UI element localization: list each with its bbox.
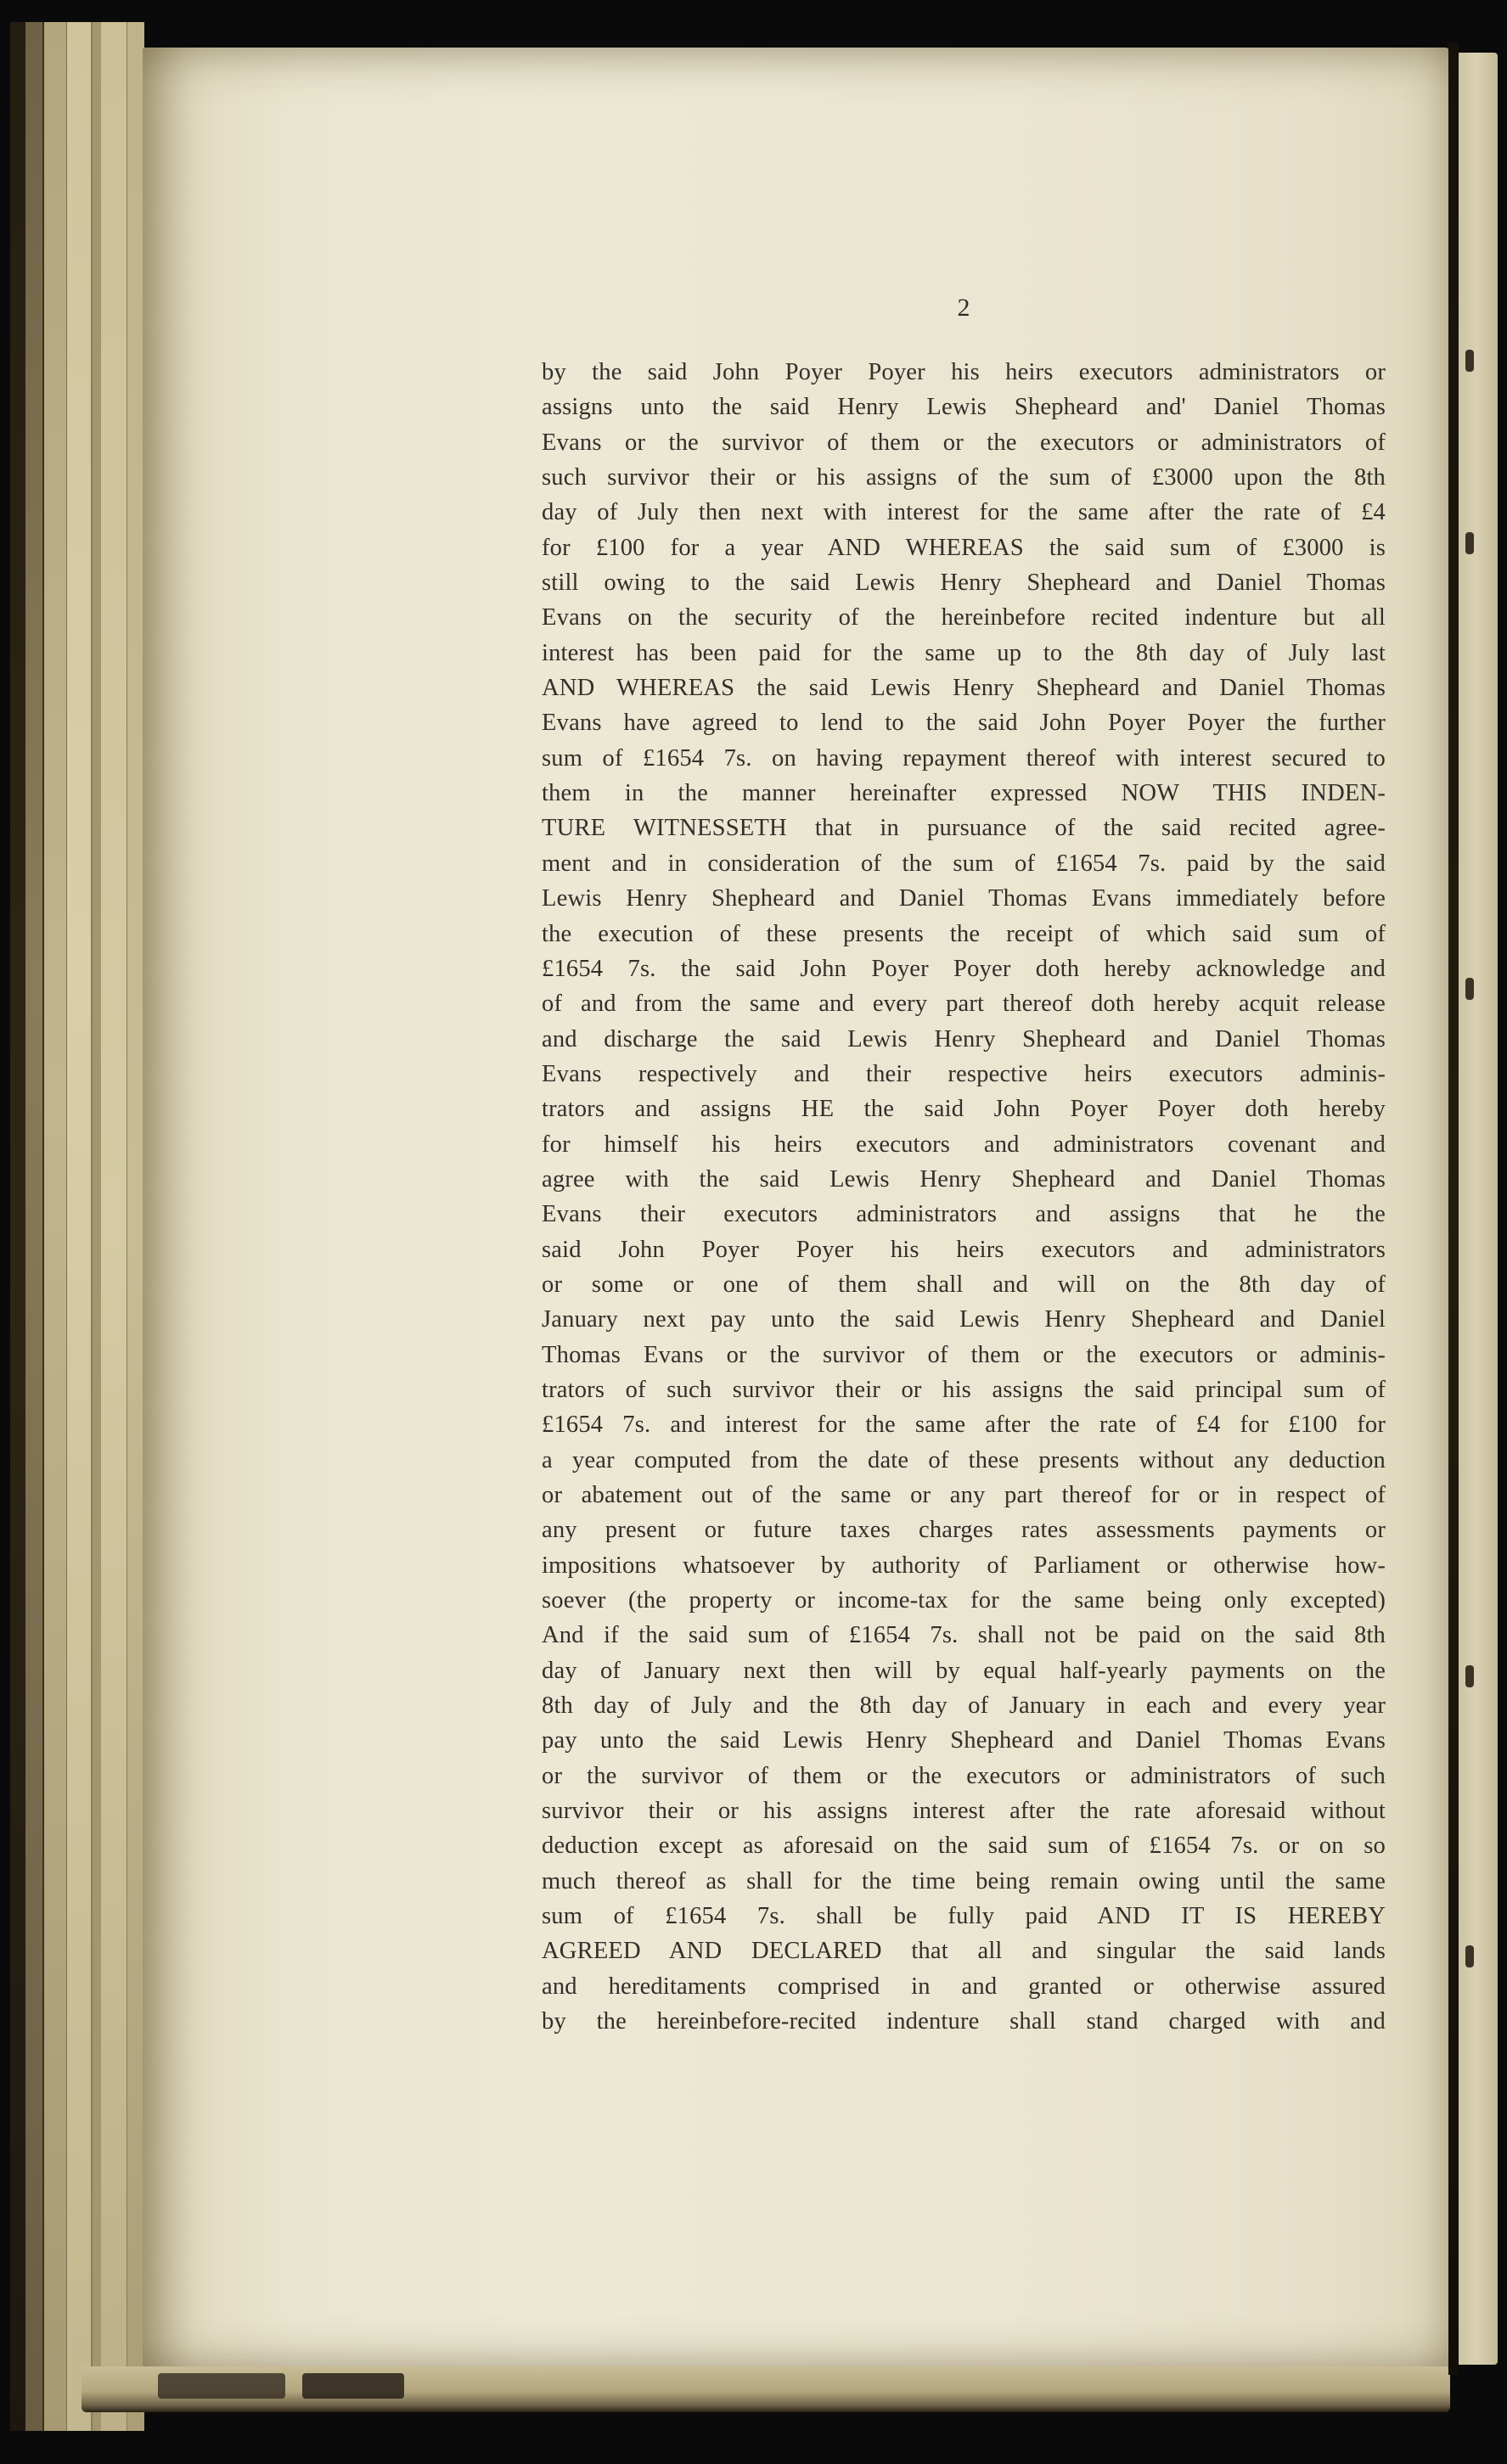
text-line: Evans on the security of the hereinbefore recited indenture but all	[542, 604, 1386, 631]
text-line: deduction except as aforesaid on the said sum of £1654 7s. or on so	[542, 1833, 1386, 1860]
left-page-edges	[10, 22, 144, 2431]
text-line: pay unto the said Lewis Henry Shepheard and Daniel Thomas Evans	[542, 1727, 1386, 1754]
text-line: any present or future taxes charges rates assessments payments or	[542, 1517, 1386, 1544]
text-line: 8th day of July and the 8th day of January in each and every year	[542, 1692, 1386, 1720]
page-edge-strip	[10, 22, 25, 2431]
page-edge-strip	[44, 22, 67, 2431]
binding-mark	[1465, 1665, 1474, 1687]
page-edge-strip	[25, 22, 44, 2431]
text-line: TURE WITNESSETH that in pursuance of the said recited agree-	[542, 815, 1386, 842]
text-line: Evans or the survivor of them or the executors or administrators of	[542, 429, 1386, 456]
text-line: Evans have agreed to lend to the said John Poyer Poyer the further	[542, 710, 1386, 737]
text-line: ment and in consideration of the sum of £1654 7s. paid by the said	[542, 850, 1386, 877]
text-line: And if the said sum of £1654 7s. shall not be paid on the said 8th	[542, 1622, 1386, 1649]
text-line: by the hereinbefore-recited indenture shall stand charged with and	[542, 2008, 1386, 2035]
ink-smudge	[158, 2373, 285, 2399]
body-text	[542, 355, 1386, 2040]
text-line: for £100 for a year AND WHEREAS the said sum of £3000 is	[542, 534, 1386, 561]
text-line: Lewis Henry Shepheard and Daniel Thomas Evans immediately before	[542, 885, 1386, 912]
text-line: and hereditaments comprised in and granted or otherwise assured	[542, 1973, 1386, 2000]
text-line: Evans respectively and their respective heirs executors adminis-	[542, 1060, 1386, 1087]
text-line: AND WHEREAS the said Lewis Henry Shepheard and Daniel Thomas	[542, 675, 1386, 702]
page-edge-strip	[67, 22, 93, 2431]
text-line: much thereof as shall for the time being remain owing until the same	[542, 1867, 1386, 1894]
text-line: interest has been paid for the same up to the 8th day of July last	[542, 639, 1386, 666]
page-edge-strip	[101, 22, 127, 2431]
text-line: day of July then next with interest for the same after the rate of £4	[542, 499, 1386, 526]
text-line: the execution of these presents the receipt of which said sum of	[542, 920, 1386, 947]
text-line: by the said John Poyer Poyer his heirs executors administrators or	[542, 359, 1386, 385]
text-line: of and from the same and every part thereof doth hereby acquit release	[542, 991, 1386, 1018]
ink-smudge	[302, 2373, 404, 2399]
right-page-edge	[1459, 53, 1498, 2365]
text-line: trators of such survivor their or his assigns the said principal sum of	[542, 1376, 1386, 1403]
text-line: Thomas Evans or the survivor of them or the executors or adminis-	[542, 1341, 1386, 1368]
page-edge-strip	[127, 22, 144, 2431]
text-line: or the survivor of them or the executors or administrators of such	[542, 1762, 1386, 1789]
text-line: agree with the said Lewis Henry Shepheard and Daniel Thomas	[542, 1165, 1386, 1193]
text-line: survivor their or his assigns interest after the rate aforesaid without	[542, 1798, 1386, 1825]
text-line: or some or one of them shall and will on the 8th day of	[542, 1271, 1386, 1298]
text-line: impositions whatsoever by authority of Parliament or otherwise how-	[542, 1552, 1386, 1579]
bottom-page-edges	[82, 2366, 1450, 2412]
text-line: still owing to the said Lewis Henry Shepheard and Daniel Thomas	[542, 570, 1386, 597]
text-line: them in the manner hereinafter expressed NOW THIS INDEN-	[542, 780, 1386, 807]
text-line: and discharge the said Lewis Henry Shepheard and Daniel Thomas	[542, 1025, 1386, 1052]
text-line: AGREED AND DECLARED that all and singular the said lands	[542, 1938, 1386, 1965]
text-line: assigns unto the said Henry Lewis Shepheard and' Daniel Thomas	[542, 394, 1386, 421]
text-line: or abatement out of the same or any part thereof for or in respect of	[542, 1482, 1386, 1508]
page-number: 2	[957, 294, 970, 322]
binding-mark	[1465, 1945, 1474, 1967]
binding-mark	[1465, 532, 1474, 554]
page-edge-strip	[93, 22, 101, 2431]
binding-mark	[1465, 350, 1474, 372]
text-line: said John Poyer Poyer his heirs executors and administrators	[542, 1236, 1386, 1263]
text-line: Evans their executors administrators and assigns that he the	[542, 1201, 1386, 1228]
text-line: sum of £1654 7s. shall be fully paid AND IT IS HEREBY	[542, 1903, 1386, 1930]
text-line: such survivor their or his assigns of the sum of £3000 upon the 8th	[542, 464, 1386, 491]
page-gutter-shadow	[1448, 42, 1459, 2375]
text-line: sum of £1654 7s. on having repayment thereof with interest secured to	[542, 744, 1386, 772]
text-line: trators and assigns HE the said John Poyer Poyer doth hereby	[542, 1096, 1386, 1123]
document-page	[143, 48, 1450, 2366]
text-line: for himself his heirs executors and administrators covenant and	[542, 1131, 1386, 1158]
text-line: a year computed from the date of these presents without any deduction	[542, 1446, 1386, 1473]
text-line: £1654 7s. and interest for the same after the rate of £4 for £100 for	[542, 1412, 1386, 1439]
text-line: day of January next then will by equal half-yearly payments on the	[542, 1657, 1386, 1684]
binding-mark	[1465, 978, 1474, 1000]
text-line: January next pay unto the said Lewis Henry Shepheard and Daniel	[542, 1306, 1386, 1333]
text-line: soever (the property or income-tax for the same being only excepted)	[542, 1587, 1386, 1614]
text-line: £1654 7s. the said John Poyer Poyer doth hereby acknowledge and	[542, 955, 1386, 982]
